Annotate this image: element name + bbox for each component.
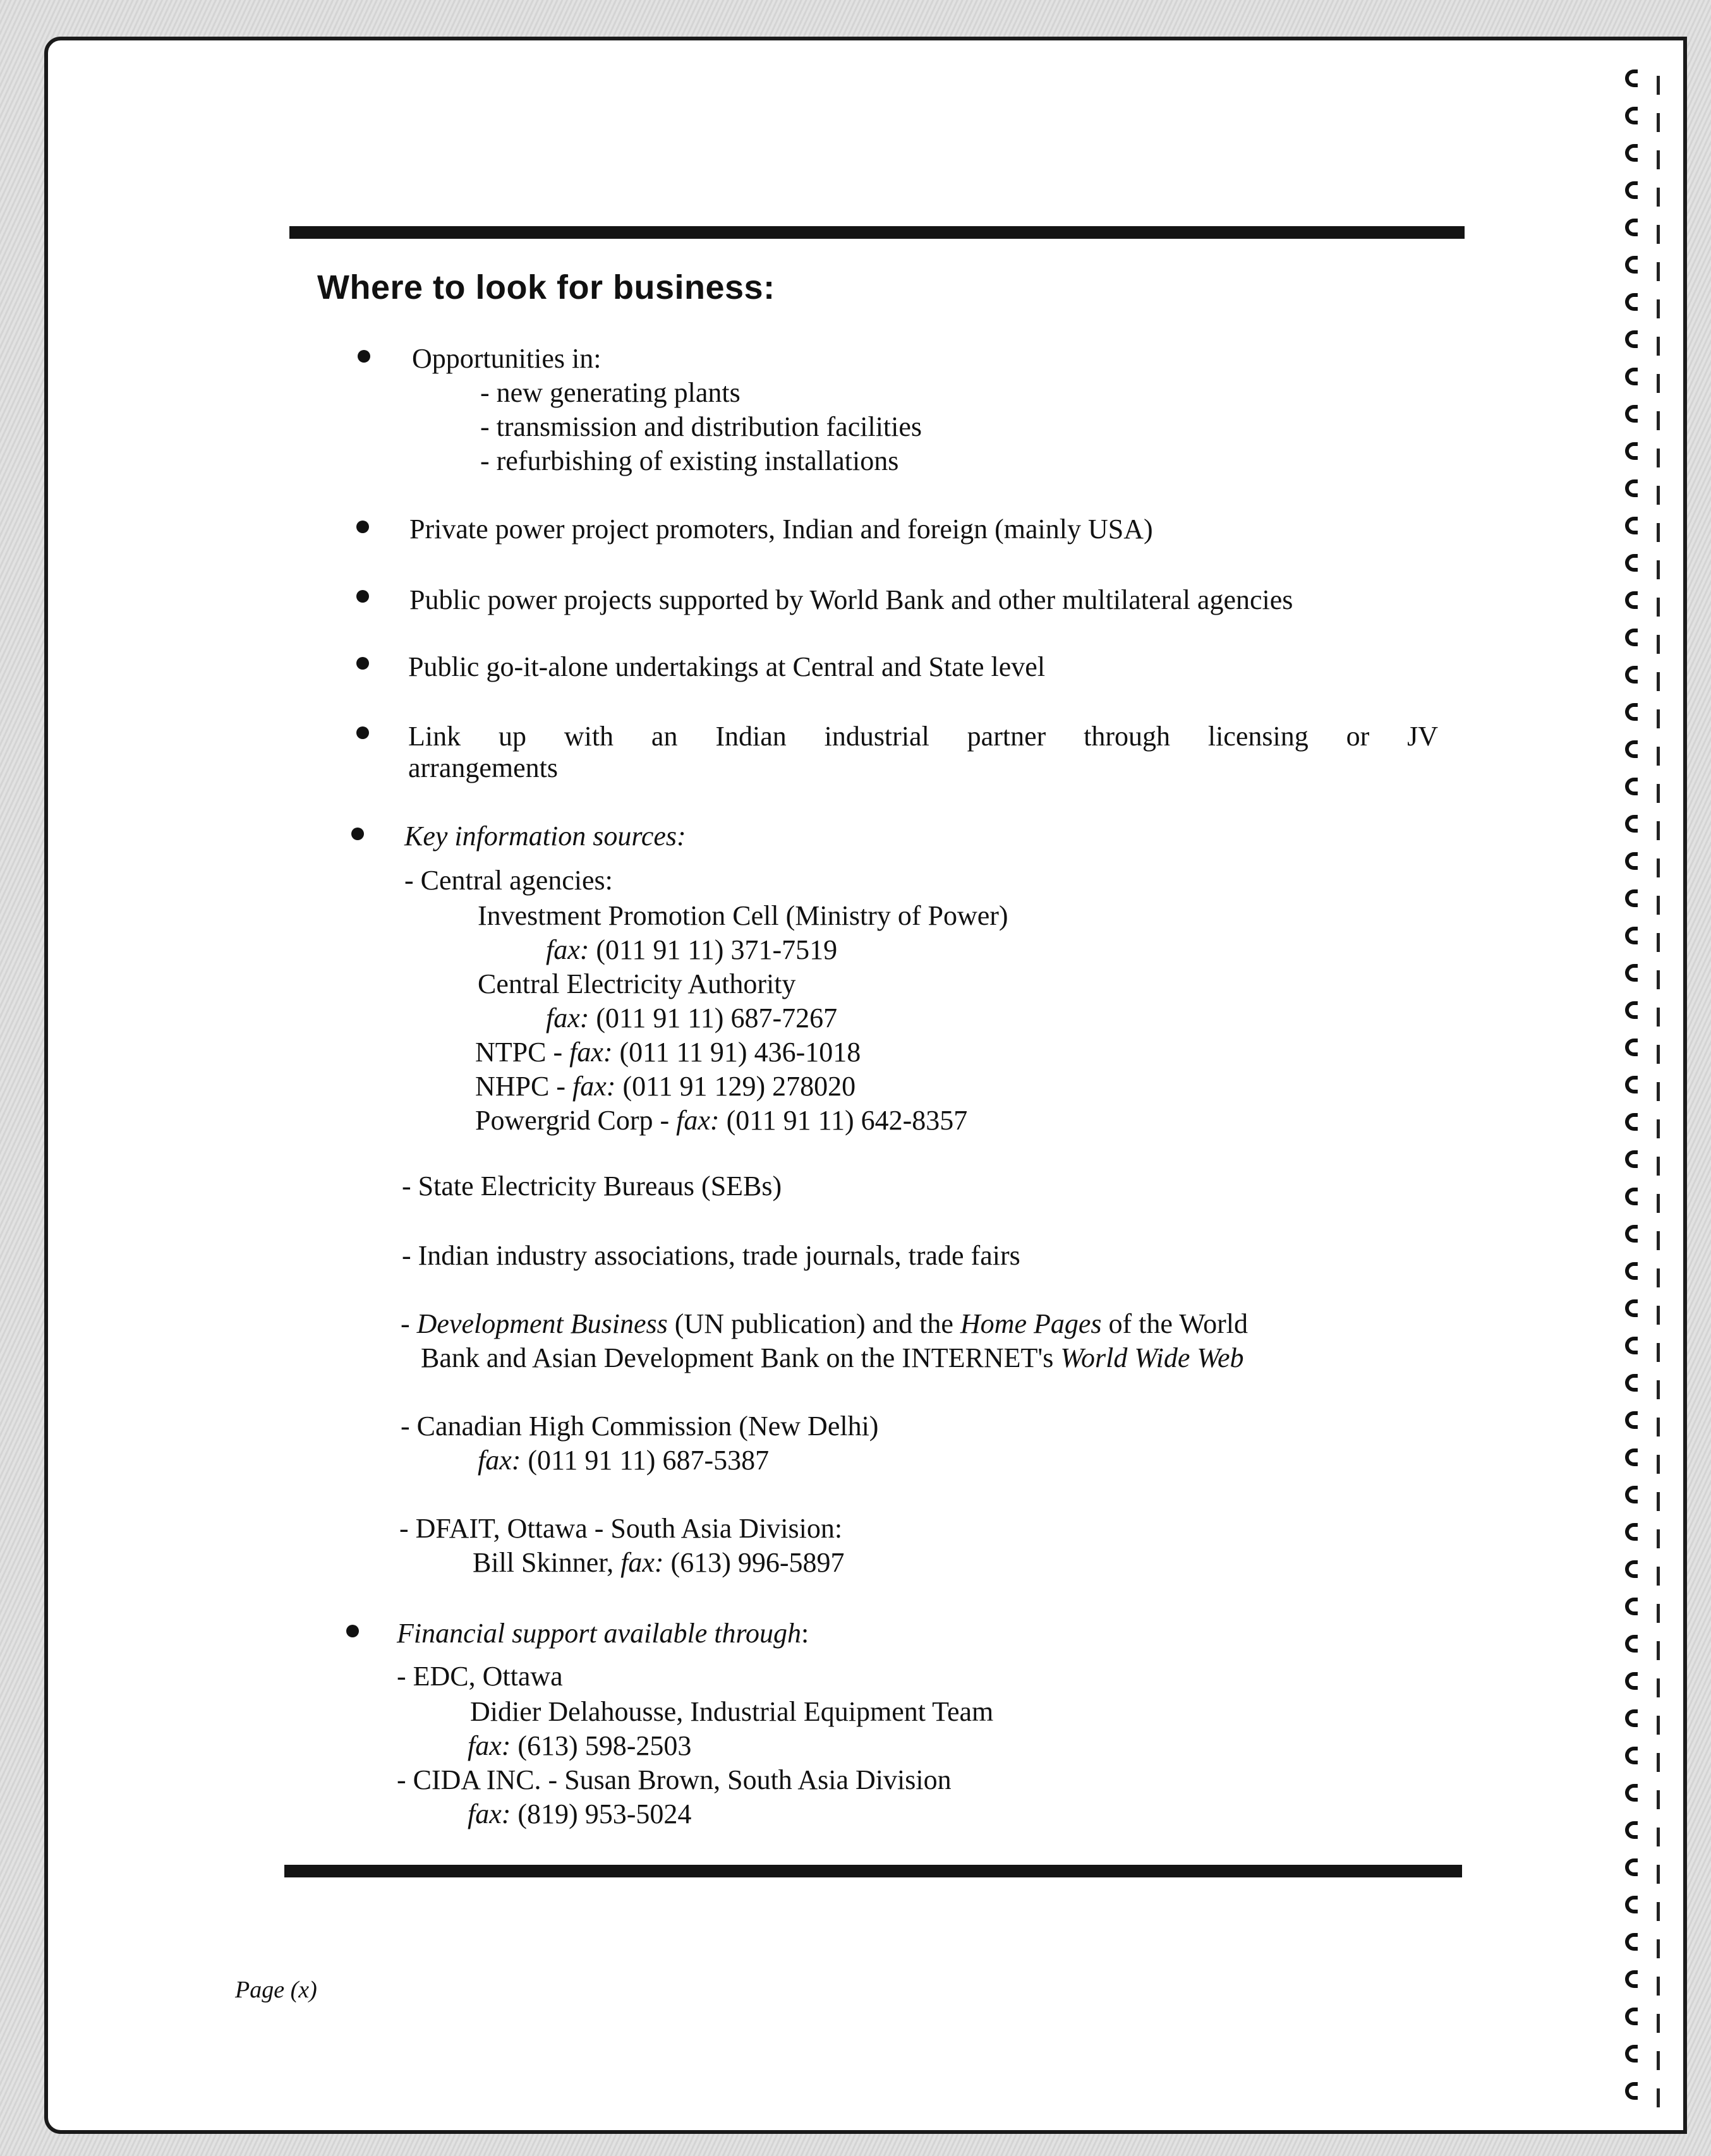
- ipc-name: Investment Promotion Cell (Ministry of Power): [478, 900, 1008, 931]
- binding-hole: [1657, 747, 1660, 766]
- binding-hole: [1657, 1902, 1660, 1921]
- binding-hole: [1657, 1865, 1660, 1884]
- binding-ring: [1625, 517, 1638, 534]
- opportunity-item: - new generating plants: [480, 377, 741, 408]
- spiral-binding: [1617, 69, 1681, 2129]
- private-promoters-text: Private power project promoters, Indian and foreign (mainly USA): [409, 514, 1153, 545]
- binding-ring: [1625, 1299, 1638, 1317]
- bullet: [346, 1625, 359, 1637]
- binding-ring: [1625, 1113, 1638, 1131]
- binding-ring: [1625, 1635, 1638, 1653]
- fax-label: fax:: [569, 1037, 613, 1068]
- fax-number: (011 91 11) 687-5387: [521, 1445, 770, 1476]
- binding-hole: [1657, 1119, 1660, 1138]
- binding-hole: [1657, 1939, 1660, 1958]
- link-up-text-cont: arrangements: [408, 752, 558, 783]
- binding-hole: [1657, 1678, 1660, 1697]
- binding-hole: [1657, 1641, 1660, 1660]
- public-projects-text: Public power projects supported by World Bank and other multilateral agencies: [409, 584, 1293, 615]
- fax-number: (819) 953-5024: [511, 1798, 692, 1829]
- binding-hole: [1657, 635, 1660, 654]
- binding-hole: [1657, 709, 1660, 728]
- binding-ring: [1625, 1933, 1638, 1951]
- dfait-contact: [473, 1549, 845, 1577]
- chc-line: - Canadian High Commission (New Delhi): [401, 1411, 879, 1442]
- nhpc-line: [475, 1073, 855, 1100]
- binding-ring: [1625, 927, 1638, 944]
- binding-ring: [1625, 293, 1638, 311]
- binding-hole: [1657, 486, 1660, 505]
- binding-hole: [1657, 598, 1660, 617]
- financial-support-text: Financial support available through: [397, 1618, 801, 1649]
- link-up-text: Link up with an Indian industrial partner through licensing or JV: [408, 721, 1438, 752]
- fax-label: fax:: [468, 1730, 511, 1761]
- opportunities-intro: Opportunities in:: [412, 343, 602, 374]
- page-number: Page (x): [235, 1977, 317, 2003]
- dev-business-mid: (UN publication) and the: [667, 1308, 960, 1339]
- binding-ring: [1625, 852, 1638, 870]
- dev-business-line: [401, 1310, 1248, 1338]
- fax-number: (011 11 91) 436-1018: [612, 1037, 861, 1068]
- binding-ring: [1625, 1039, 1638, 1056]
- fax-label: fax:: [468, 1798, 511, 1829]
- binding-hole: [1657, 188, 1660, 207]
- dev-business-end: of the World: [1101, 1308, 1248, 1339]
- binding-ring: [1625, 2045, 1638, 2063]
- binding-hole: [1657, 2088, 1660, 2107]
- fax-label: fax:: [546, 1003, 589, 1033]
- binding-ring: [1625, 629, 1638, 646]
- bullet: [358, 350, 370, 363]
- binding-ring: [1625, 1747, 1638, 1764]
- fax-number: (011 91 11) 371-7519: [589, 934, 838, 965]
- binding-ring: [1625, 107, 1638, 124]
- dev-business-title: Development Business: [416, 1308, 668, 1339]
- binding-ring: [1625, 554, 1638, 572]
- binding-hole: [1657, 933, 1660, 952]
- binding-ring: [1625, 1896, 1638, 1913]
- bullet: [356, 657, 369, 670]
- bullet: [356, 726, 369, 739]
- fax-number: (613) 996-5897: [663, 1547, 845, 1578]
- binding-ring: [1625, 740, 1638, 758]
- binding-ring: [1625, 479, 1638, 497]
- binding-ring: [1625, 666, 1638, 684]
- binding-ring: [1625, 1411, 1638, 1429]
- key-sources-title: Key information sources:: [404, 821, 686, 852]
- go-it-alone-text: Public go-it-alone undertakings at Central and State level: [408, 651, 1046, 682]
- binding-hole: [1657, 1828, 1660, 1846]
- binding-ring: [1625, 181, 1638, 199]
- edc-line: - EDC, Ottawa: [397, 1661, 563, 1692]
- binding-ring: [1625, 591, 1638, 609]
- binding-hole: [1657, 1790, 1660, 1809]
- ntpc-label: NTPC -: [475, 1037, 570, 1068]
- binding-ring: [1625, 1374, 1638, 1392]
- binding-hole: [1657, 1306, 1660, 1325]
- binding-hole: [1657, 858, 1660, 877]
- www-title: World Wide Web: [1060, 1342, 1244, 1373]
- binding-ring: [1625, 405, 1638, 423]
- binding-ring: [1625, 889, 1638, 907]
- binding-ring: [1625, 1858, 1638, 1876]
- dev-business-line2: [421, 1344, 1244, 1372]
- binding-hole: [1657, 1716, 1660, 1735]
- powergrid-line: [475, 1107, 967, 1135]
- dev-business-line2-text: Bank and Asian Development Bank on the INTERNET's: [421, 1342, 1061, 1373]
- document-page: [44, 37, 1687, 2134]
- fax-label: fax:: [546, 934, 589, 965]
- binding-hole: [1657, 76, 1660, 95]
- binding-ring: [1625, 442, 1638, 460]
- cida-line: - CIDA INC. - Susan Brown, South Asia Division: [397, 1764, 952, 1795]
- fax-label: fax:: [478, 1445, 521, 1476]
- ntpc-line: [475, 1039, 861, 1066]
- binding-hole: [1657, 1604, 1660, 1623]
- binding-ring: [1625, 256, 1638, 274]
- bottom-rule: [284, 1865, 1462, 1877]
- binding-hole: [1657, 1231, 1660, 1250]
- financial-support-title: [397, 1620, 809, 1647]
- binding-ring: [1625, 1225, 1638, 1243]
- binding-ring: [1625, 703, 1638, 721]
- binding-ring: [1625, 1262, 1638, 1280]
- seb-line: - State Electricity Bureaus (SEBs): [402, 1171, 782, 1201]
- binding-hole: [1657, 1567, 1660, 1586]
- fax-number: (011 91 11) 687-7267: [589, 1003, 838, 1033]
- binding-hole: [1657, 1418, 1660, 1436]
- binding-ring: [1625, 1821, 1638, 1839]
- binding-ring: [1625, 1188, 1638, 1205]
- page-heading: Where to look for business:: [317, 268, 775, 306]
- binding-hole: [1657, 1455, 1660, 1474]
- binding-ring: [1625, 1672, 1638, 1690]
- bullet: [356, 521, 369, 533]
- opportunity-item: - refurbishing of existing installations: [480, 445, 899, 476]
- bullet: [351, 828, 364, 840]
- cea-fax: [546, 1004, 837, 1032]
- binding-ring: [1625, 1560, 1638, 1578]
- binding-ring: [1625, 1076, 1638, 1093]
- binding-hole: [1657, 225, 1660, 244]
- binding-hole: [1657, 1753, 1660, 1772]
- binding-hole: [1657, 1194, 1660, 1213]
- binding-ring: [1625, 1784, 1638, 1802]
- opportunity-item: - transmission and distribution facilities: [480, 411, 922, 442]
- binding-ring: [1625, 2082, 1638, 2100]
- fax-number: (011 91 11) 642-8357: [719, 1105, 968, 1136]
- binding-ring: [1625, 778, 1638, 795]
- edc-fax: [468, 1732, 691, 1760]
- binding-ring: [1625, 144, 1638, 162]
- binding-ring: [1625, 368, 1638, 385]
- dash: -: [401, 1308, 417, 1339]
- binding-hole: [1657, 560, 1660, 579]
- fax-label: fax:: [620, 1547, 664, 1578]
- binding-ring: [1625, 1001, 1638, 1019]
- binding-ring: [1625, 1486, 1638, 1503]
- fax-number: (011 91 129) 278020: [615, 1071, 856, 1102]
- binding-ring: [1625, 69, 1638, 87]
- binding-hole: [1657, 374, 1660, 393]
- chc-fax: [478, 1447, 769, 1474]
- binding-ring: [1625, 815, 1638, 833]
- binding-hole: [1657, 2014, 1660, 2033]
- binding-hole: [1657, 970, 1660, 989]
- binding-hole: [1657, 299, 1660, 318]
- binding-hole: [1657, 2051, 1660, 2070]
- cea-name: Central Electricity Authority: [478, 968, 796, 999]
- binding-hole: [1657, 449, 1660, 467]
- fax-label: fax:: [676, 1105, 720, 1136]
- dfait-person: Bill Skinner,: [473, 1547, 621, 1578]
- colon: :: [801, 1618, 809, 1649]
- binding-hole: [1657, 784, 1660, 803]
- fax-label: fax:: [572, 1071, 616, 1102]
- binding-hole: [1657, 411, 1660, 430]
- binding-hole: [1657, 337, 1660, 356]
- binding-hole: [1657, 1008, 1660, 1027]
- binding-ring: [1625, 2008, 1638, 2025]
- binding-ring: [1625, 1523, 1638, 1541]
- bullet: [356, 590, 369, 603]
- binding-hole: [1657, 1380, 1660, 1399]
- binding-hole: [1657, 1157, 1660, 1176]
- binding-ring: [1625, 1150, 1638, 1168]
- binding-ring: [1625, 1709, 1638, 1727]
- binding-hole: [1657, 1268, 1660, 1287]
- industry-line: - Indian industry associations, trade journals, trade fairs: [402, 1240, 1020, 1271]
- binding-hole: [1657, 1529, 1660, 1548]
- binding-ring: [1625, 964, 1638, 982]
- powergrid-label: Powergrid Corp -: [475, 1105, 677, 1136]
- binding-hole: [1657, 113, 1660, 132]
- binding-hole: [1657, 150, 1660, 169]
- binding-ring: [1625, 330, 1638, 348]
- top-rule: [289, 226, 1465, 239]
- central-agencies-label: - Central agencies:: [404, 865, 613, 896]
- cida-fax: [468, 1800, 691, 1828]
- nhpc-label: NHPC -: [475, 1071, 573, 1102]
- binding-hole: [1657, 821, 1660, 840]
- ipc-fax: [546, 936, 837, 964]
- binding-ring: [1625, 219, 1638, 236]
- binding-hole: [1657, 1082, 1660, 1101]
- binding-ring: [1625, 1337, 1638, 1354]
- fax-number: (613) 598-2503: [511, 1730, 692, 1761]
- binding-ring: [1625, 1448, 1638, 1466]
- binding-hole: [1657, 262, 1660, 281]
- binding-ring: [1625, 1970, 1638, 1988]
- binding-hole: [1657, 523, 1660, 542]
- binding-hole: [1657, 896, 1660, 915]
- binding-hole: [1657, 1045, 1660, 1064]
- edc-person: Didier Delahousse, Industrial Equipment Team: [470, 1696, 994, 1727]
- dfait-line: - DFAIT, Ottawa - South Asia Division:: [399, 1513, 843, 1544]
- binding-hole: [1657, 1492, 1660, 1511]
- binding-hole: [1657, 1977, 1660, 1996]
- binding-hole: [1657, 1343, 1660, 1362]
- binding-ring: [1625, 1598, 1638, 1615]
- binding-hole: [1657, 672, 1660, 691]
- home-pages-title: Home Pages: [960, 1308, 1102, 1339]
